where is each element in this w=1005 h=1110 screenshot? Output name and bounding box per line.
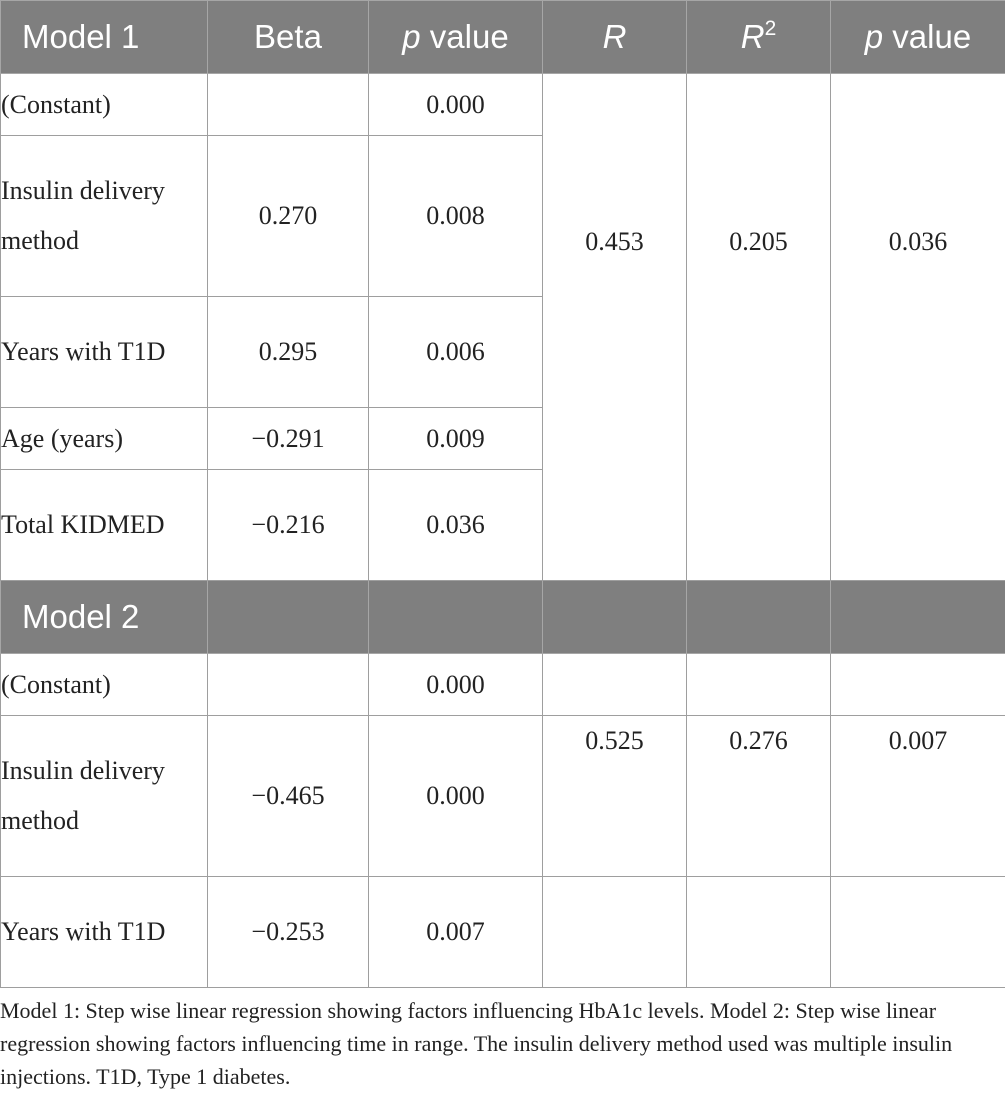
row-label: (Constant) (1, 654, 208, 716)
row-label: Years with T1D (1, 877, 208, 988)
model2-header-row (1, 581, 1005, 654)
beta-cell: −0.253 (208, 877, 369, 988)
model1-header-row (1, 1, 1005, 74)
table-row (1, 877, 1005, 988)
p-value-cell: 0.000 (369, 716, 543, 877)
model2-header-empty (208, 581, 369, 654)
model2-header-empty (369, 581, 543, 654)
beta-cell (208, 74, 369, 136)
p-value-cell: 0.036 (369, 470, 543, 581)
model1-p-model-cell: 0.036 (831, 74, 1005, 581)
p-value-cell: 0.007 (369, 877, 543, 988)
model1-title: Model 1 (1, 1, 208, 74)
row-label: (Constant) (1, 74, 208, 136)
r2-superscript: 2 (764, 17, 777, 40)
r-squared-column-header (687, 1, 831, 74)
p2-italic: p (864, 18, 884, 55)
p-value-cell: 0.000 (369, 74, 543, 136)
model2-p-model-cell: 0.007 (831, 716, 1005, 877)
table-row (1, 716, 1005, 877)
beta-column-header: Beta (208, 1, 369, 74)
empty-cell (831, 877, 1005, 988)
empty-cell (687, 654, 831, 716)
p-value-cell: 0.008 (369, 136, 543, 297)
table-row (1, 654, 1005, 716)
p-value-column-header (369, 1, 543, 74)
row-label: Insulin delivery method (1, 136, 208, 297)
beta-cell: 0.295 (208, 297, 369, 408)
beta-cell: −0.465 (208, 716, 369, 877)
beta-cell (208, 654, 369, 716)
p-value-cell: 0.009 (369, 408, 543, 470)
model1-r-cell: 0.453 (543, 74, 687, 581)
model1-r2-cell: 0.205 (687, 74, 831, 581)
table-footnote: Model 1: Step wise linear regression showing factors influencing HbA1c levels. Model 2: Step wise linear regression showing factors influencing time in range. The insulin delivery method used was multiple insulin injections. T1D, Type 1 diabetes. (0, 998, 953, 1089)
model2-header-empty (687, 581, 831, 654)
p2-value-suffix: value (883, 18, 972, 55)
r-column-header (543, 1, 687, 74)
table-row (1, 74, 1005, 136)
r2-italic: R (740, 18, 765, 55)
row-label: Years with T1D (1, 297, 208, 408)
model2-r-cell: 0.525 (543, 716, 687, 877)
empty-cell (543, 877, 687, 988)
beta-cell: −0.291 (208, 408, 369, 470)
empty-cell (687, 877, 831, 988)
row-label: Age (years) (1, 408, 208, 470)
row-label: Total KIDMED (1, 470, 208, 581)
p-value-cell: 0.006 (369, 297, 543, 408)
p-value-suffix: value (420, 18, 509, 55)
model-p-value-column-header (831, 1, 1005, 74)
model2-header-empty (543, 581, 687, 654)
p-italic: p (402, 18, 421, 55)
beta-cell: 0.270 (208, 136, 369, 297)
row-label: Insulin delivery method (1, 716, 208, 877)
empty-cell (831, 654, 1005, 716)
model2-r2-cell: 0.276 (687, 716, 831, 877)
beta-cell: −0.216 (208, 470, 369, 581)
model2-header-empty (831, 581, 1005, 654)
empty-cell (543, 654, 687, 716)
p-value-cell: 0.000 (369, 654, 543, 716)
model2-title: Model 2 (1, 581, 208, 654)
r-italic: R (602, 18, 627, 55)
